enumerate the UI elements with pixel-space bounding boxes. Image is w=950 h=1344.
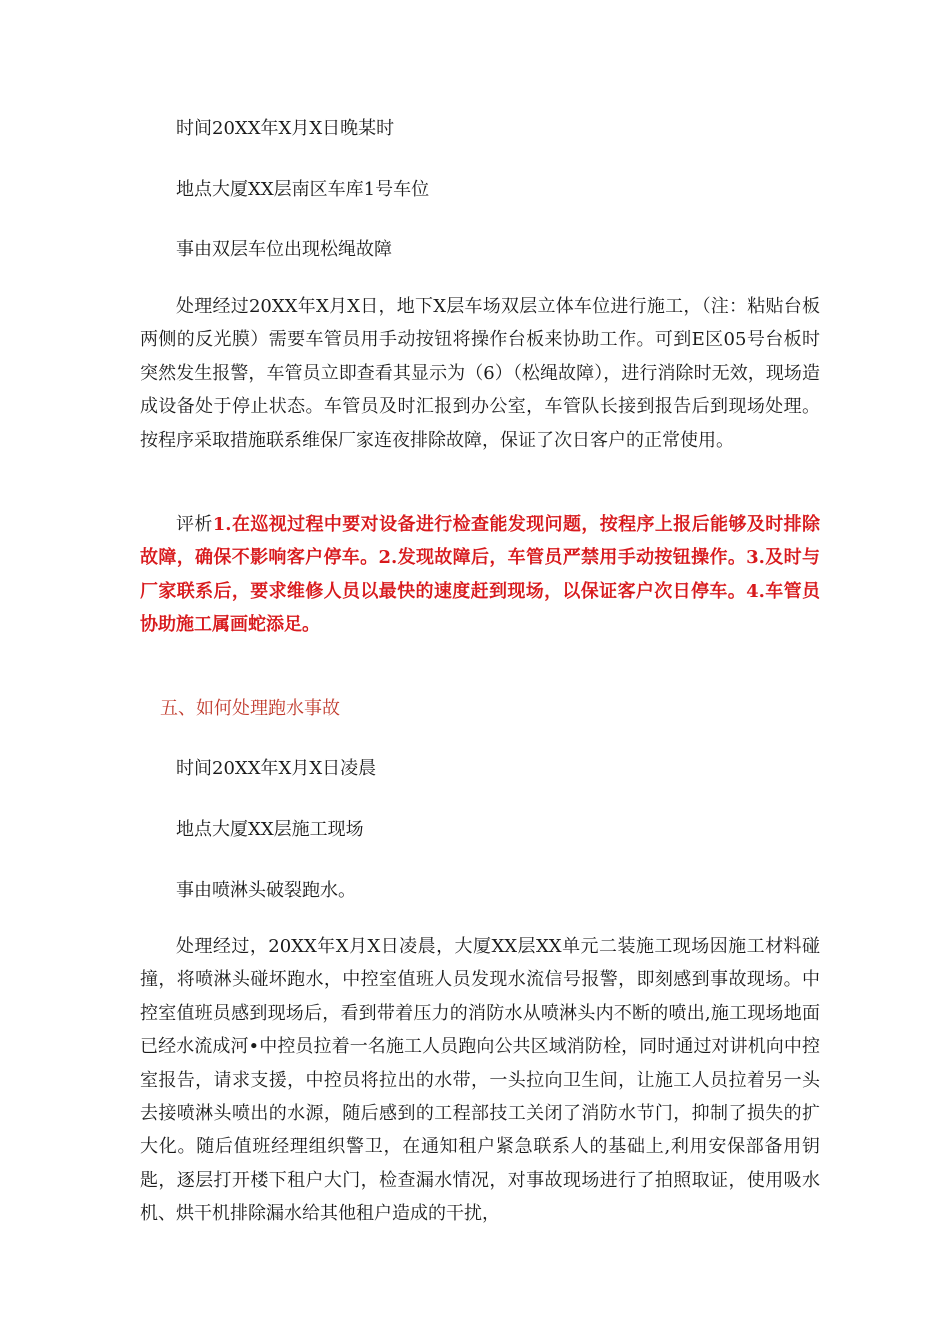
water-incident-time: 时间20XX年X月X日凌晨 [176, 758, 377, 779]
incident-comment-paragraph [140, 508, 820, 642]
section-heading: 五、如何处理跑水事故 [160, 698, 340, 719]
comment-label: 评析 [176, 514, 213, 535]
incident-cause: 事由双层车位出现松绳故障 [176, 239, 392, 260]
water-incident-place: 地点大厦XX层施工现场 [176, 819, 364, 840]
water-incident-cause: 事由喷淋头破裂跑水。 [176, 880, 356, 901]
water-incident-process-paragraph: 处理经过，20XX年X月X日凌晨，大厦XX层XX单元二装施工现场因施工材料碰撞，将喷淋头碰坏跑水，中控室值班人员发现水流信号报警，即刻感到事故现场。中控室值班员感到现场后，看到带着压力的消防水从喷淋头内不断的喷出,施工现场地面已经水流成河•中控员拉着一名施工人员跑向公共区域消防栓，同时通过对讲机向中控室报告，请求支援，中控员将拉出的水带，一头拉向卫生间，让施工人员拉着另一头去接喷淋头喷出的水源，随后感到的工程部技工关闭了消防水节门，抑制了损失的扩大化。随后值班经理组织警卫，在通知租户紧急联系人的基础上,利用安保部备用钥匙，逐层打开楼下租户大门，检查漏水情况，对事故现场进行了拍照取证，使用吸水机、烘干机排除漏水给其他租户造成的干扰， [140, 936, 820, 1225]
incident-place: 地点大厦XX层南区车库1号车位 [176, 179, 430, 200]
incident-time: 时间20XX年X月X日晚某时 [176, 118, 395, 139]
incident-process-paragraph: 处理经过20XX年X月X日，地下X层车场双层立体车位进行施工，（注：粘贴台板两侧的反光膜）需要车管员用手动按钮将操作台板来协助工作。可到E区05号台板时突然发生报警，车管员立即查看其显示为（6）（松绳故障），进行消除时无效，现场造成设备处于停止状态。车管员及时汇报到办公室，车管队长接到报告后到现场处理。按程序采取措施联系维保厂家连夜排除故障，保证了次日客户的正常使用。 [140, 296, 820, 451]
comment-body: 1.在巡视过程中要对设备进行检查能发现问题，按程序上报后能够及时排除故障，确保不影响客户停车。2.发现故障后，车管员严禁用手动按钮操作。3.及时与厂家联系后，要求维修人员以最快的速度赶到现场，以保证客户次日停车。4.车管员协助施工属画蛇添足。 [140, 514, 820, 636]
